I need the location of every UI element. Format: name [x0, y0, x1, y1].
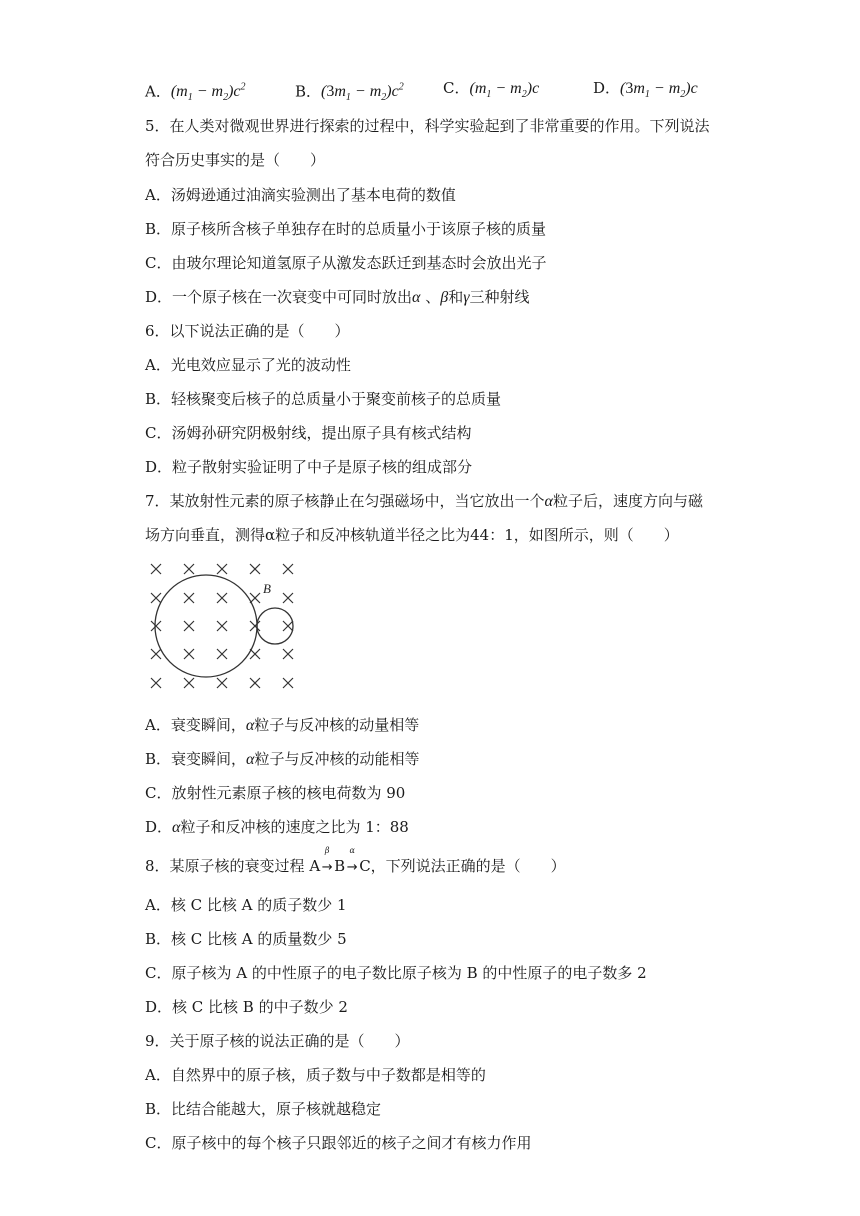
field-cross-marks: [151, 564, 293, 688]
alpha-symbol: α: [245, 717, 255, 734]
right-arrow-icon: →: [321, 860, 333, 875]
q4-options-row: [145, 78, 765, 104]
q9-option-c: C．原子核中的每个核子只跟邻近的核子之间才有核力作用: [145, 1134, 532, 1152]
q7-stem-line1: 7．某放射性元素的原子核静止在匀强磁场中，当它放出一个α粒子后，速度方向与磁: [145, 492, 703, 510]
q4-option-b: B．$(3m_1 - m_2)c^2$: [295, 82, 404, 104]
magnetic-field-figure: [145, 560, 305, 692]
alpha-symbol: α: [172, 819, 181, 836]
q4-option-a-formula: $(m_1 - m_2)c^2$: [170, 82, 246, 104]
alpha-symbol: α: [246, 751, 255, 768]
beta-symbol: β: [440, 289, 449, 306]
q8-option-c: C．原子核为 A 的中性原子的电子数比原子核为 B 的中性原子的电子数多 2: [145, 964, 647, 982]
q4-option-a: A．$(m_1 - m_2)c^2$: [145, 82, 246, 104]
q4-option-d-formula: $(3m_1 - m_2)c$: [620, 80, 698, 101]
q7-stem-line2: 场方向垂直，测得α粒子和反冲核轨道半径之比为44：1，如图所示，则（ ）: [145, 526, 679, 544]
alpha-symbol: α: [544, 493, 553, 510]
q5-option-d: D．一个原子核在一次衰变中可同时放出α 、β和γ三种射线: [145, 288, 530, 306]
q8-stem: 8．某原子核的衰变过程 A β → B α → C，下列说法正确的是（ ）: [145, 856, 566, 878]
q5-stem-line1: 5．在人类对微观世界进行探索的过程中，科学实验起到了非常重要的作用。下列说法: [145, 117, 710, 135]
q5-stem-line2: 符合历史事实的是（ ）: [145, 151, 326, 169]
decay-arrow-beta: β →: [321, 846, 333, 875]
q4-option-b-formula: $(3m_1 - m_2)c^2$: [321, 82, 404, 104]
q5-option-b: B．原子核所含核子单独存在时的总质量小于该原子核的质量: [145, 220, 547, 238]
q6-option-c: C．汤姆孙研究阴极射线，提出原子具有核式结构: [145, 424, 472, 442]
q8-option-a: A．核 C 比核 A 的质子数少 1: [145, 896, 347, 914]
q6-option-d: D．粒子散射实验证明了中子是原子核的组成部分: [145, 458, 473, 476]
q6-option-a: A．光电效应显示了光的波动性: [145, 356, 351, 374]
field-label-b: B: [263, 581, 271, 596]
q7-option-b: B．衰变瞬间，α粒子与反冲核的动能相等: [145, 750, 420, 768]
q7-option-a: A．衰变瞬间，α粒子与反冲核的动量相等: [145, 716, 420, 734]
q7-option-d: D．α粒子和反冲核的速度之比为 1：88: [145, 818, 409, 836]
q9-option-a: A．自然界中的原子核，质子数与中子数都是相等的: [145, 1066, 486, 1084]
q5-option-c: C．由玻尔理论知道氢原子从激发态跃迁到基态时会放出光子: [145, 254, 547, 272]
q6-option-b: B．轻核聚变后核子的总质量小于聚变前核子的总质量: [145, 390, 502, 408]
q9-option-b: B．比结合能越大，原子核就越稳定: [145, 1100, 382, 1118]
q8-option-d: D．核 C 比核 B 的中子数少 2: [145, 998, 348, 1016]
q4-option-d: D．$(3m_1 - m_2)c$: [593, 79, 698, 101]
q4-option-c: C．$(m_1 - m_2)c$: [443, 79, 540, 101]
alpha-particle-orbit: [155, 575, 257, 677]
q9-stem: 9．关于原子核的说法正确的是（ ）: [145, 1032, 410, 1050]
q4-option-c-formula: $(m_1 - m_2)c$: [469, 80, 540, 101]
q7-option-c: C．放射性元素原子核的核电荷数为 90: [145, 784, 406, 802]
right-arrow-icon: →: [346, 860, 358, 875]
q8-option-b: B．核 C 比核 A 的质量数少 5: [145, 930, 347, 948]
q5-option-a: A．汤姆逊通过油滴实验测出了基本电荷的数值: [145, 186, 456, 204]
gamma-symbol: γ: [463, 289, 470, 306]
alpha-symbol: α: [412, 289, 421, 306]
decay-arrow-alpha: α →: [346, 846, 358, 875]
q6-stem: 6．以下说法正确的是（ ）: [145, 322, 350, 340]
